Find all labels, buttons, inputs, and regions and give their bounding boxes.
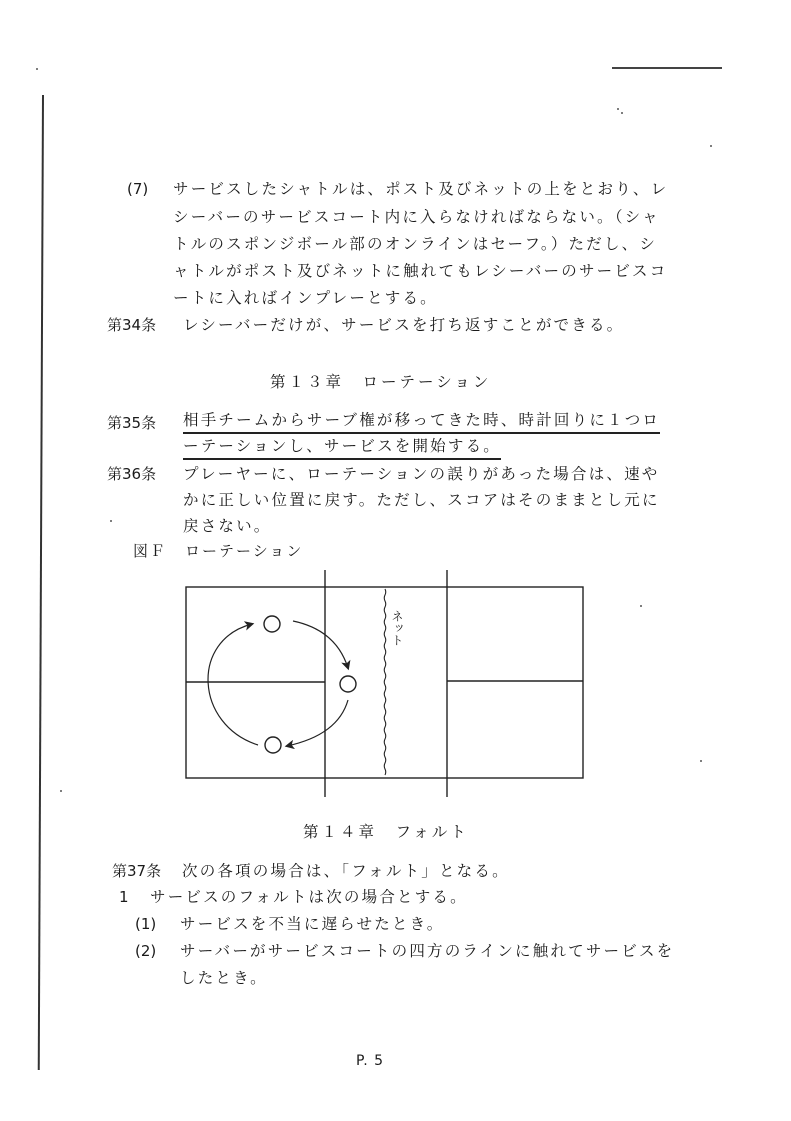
page-number: P. 5 xyxy=(356,1053,385,1069)
article-text: 次の各項の場合は、「フォルト」となる。 xyxy=(182,862,510,880)
figure-title: ローテーション xyxy=(185,542,304,560)
scan-speck xyxy=(700,760,702,762)
clause-text: サービスを不当に遅らせたとき。 xyxy=(180,915,445,933)
scan-speck xyxy=(36,68,38,70)
clause-marker: (7) xyxy=(127,180,149,198)
net-line xyxy=(384,589,386,775)
article-text: かに正しい位置に戻す。ただし、スコアはそのままとし元に xyxy=(183,491,660,509)
scan-speck xyxy=(621,112,623,114)
rotation-arrow xyxy=(287,700,348,746)
article-number: 第34条 xyxy=(107,316,157,334)
clause-line: シーバーのサービスコート内に入らなければならない。（シャ xyxy=(173,208,660,226)
article-text: プレーヤーに、ローテーションの誤りがあった場合は、速や xyxy=(183,465,660,483)
clause-line: トルのスポンジボール部のオンラインはセーフ。）ただし、シ xyxy=(173,235,658,253)
net-label: ネット xyxy=(390,610,404,646)
clause-marker: (1) xyxy=(135,915,157,933)
clause-marker: (2) xyxy=(135,942,157,960)
scan-speck xyxy=(617,108,619,110)
player-marker xyxy=(340,676,356,692)
item-text: サービスのフォルトは次の場合とする。 xyxy=(150,888,468,906)
article-text: レシーバーだけが、サービスを打ち返すことができる。 xyxy=(183,316,625,334)
article-text-underlined: ーテーションし、サービスを開始する。 xyxy=(183,437,501,460)
clause-text: したとき。 xyxy=(180,969,268,987)
scan-speck xyxy=(60,790,62,792)
article-text-underlined: 相手チームからサーブ権が移ってきた時、時計回りに１つロ xyxy=(183,411,660,434)
scan-speck xyxy=(710,145,712,147)
clause-line: ートに入ればインプレーとする。 xyxy=(173,289,438,307)
player-marker xyxy=(265,737,281,753)
chapter-13-heading: 第１３章 ローテーション xyxy=(270,373,492,391)
clause-line: ャトルがポスト及びネットに触れてもレシーバーのサービスコ xyxy=(173,262,668,280)
article-text: 戻さない。 xyxy=(183,517,272,535)
item-marker: 1 xyxy=(119,888,129,906)
figure-label: 図Ｆ xyxy=(133,542,168,560)
chapter-14-heading: 第１４章 フォルト xyxy=(303,823,469,841)
article-number: 第37条 xyxy=(112,862,162,880)
rotation-arrow xyxy=(208,624,258,745)
rotation-arrow xyxy=(293,621,348,668)
scan-speck xyxy=(640,605,642,607)
scan-speck xyxy=(110,520,112,522)
player-marker xyxy=(264,616,280,632)
clause-text: サーバーがサービスコートの四方のラインに触れてサービスを xyxy=(180,942,675,960)
article-number: 第36条 xyxy=(107,465,157,483)
clause-line: サービスしたシャトルは、ポスト及びネットの上をとおり、レ xyxy=(173,180,669,198)
article-number: 第35条 xyxy=(107,414,157,432)
